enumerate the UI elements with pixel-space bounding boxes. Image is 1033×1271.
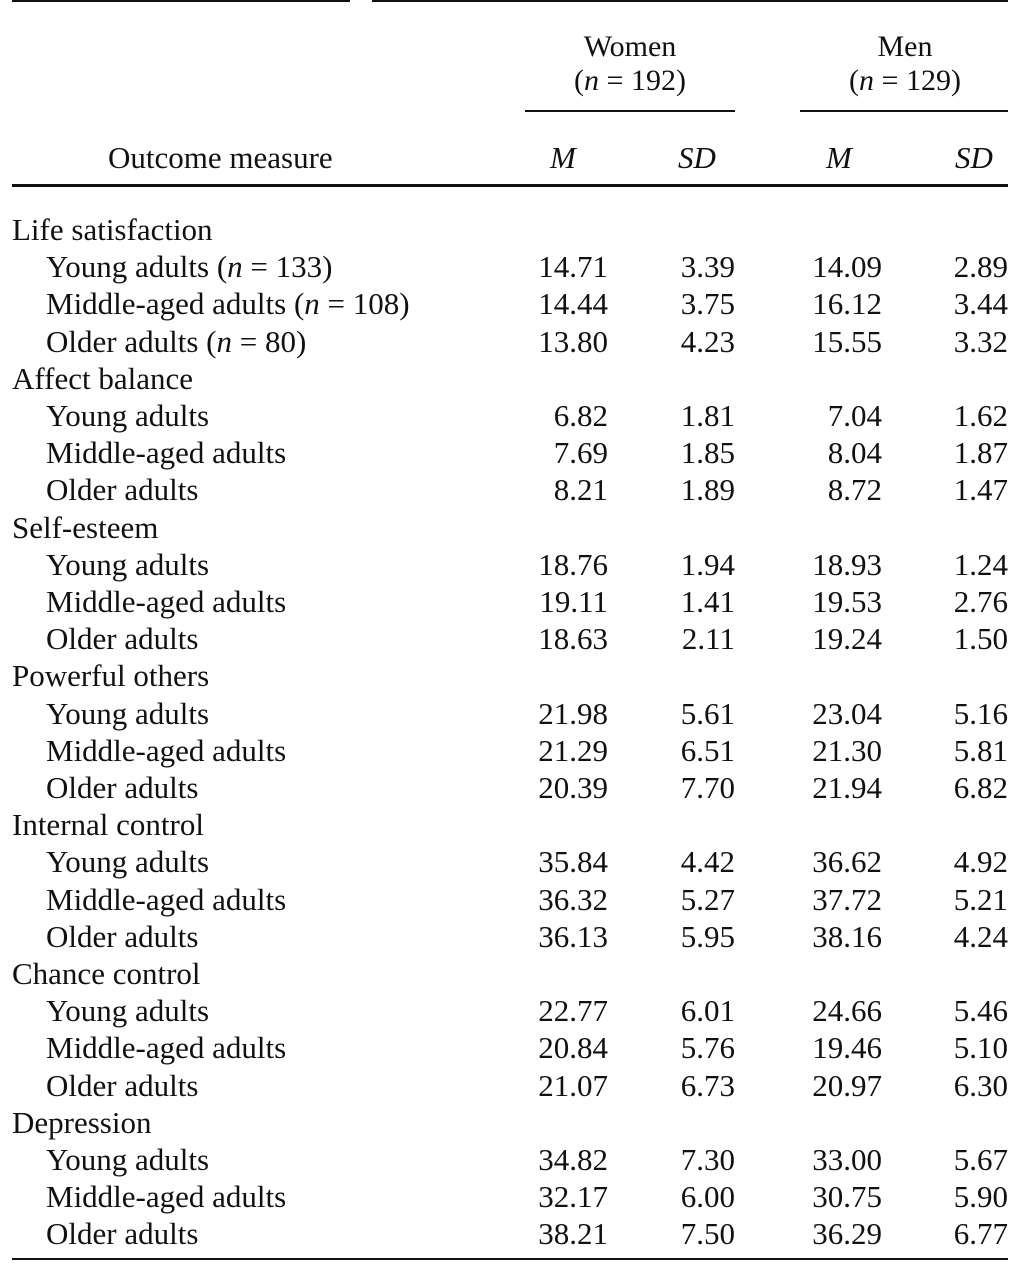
section-title: Self-esteem [12,509,159,545]
header-rule [12,184,1008,187]
cell-men-sd: 1.62 [953,398,1008,433]
cell-women-m: 19.11 [539,584,608,619]
cell-men-m: 19.24 [812,621,882,657]
section-title: Depression [12,1104,152,1140]
col-header-men-sd: SD [955,140,993,175]
cell-women-m: 18.63 [538,621,608,657]
row-label: Older adults [46,1216,199,1252]
row-label: Middle-aged adults [46,435,287,471]
cell-men-m: 19.46 [812,1030,882,1066]
cell-women-sd: 1.81 [680,398,735,433]
row-label: Older adults [46,1067,199,1103]
cell-men-sd: 6.82 [953,770,1008,805]
cell-women-sd: 5.61 [680,695,735,731]
cell-men-m: 37.72 [812,881,882,917]
cell-men-m: 24.66 [812,993,882,1029]
cell-men-sd: 5.81 [953,732,1008,768]
cell-women-sd: 3.39 [680,249,735,285]
cell-women-m: 36.32 [538,881,608,917]
cell-men-m: 19.53 [812,584,882,619]
cell-men-sd: 3.44 [953,286,1008,322]
cell-women-sd: 3.75 [680,286,735,322]
cell-men-m: 8.72 [827,472,882,508]
cell-women-m: 21.07 [538,1067,608,1103]
top-rule-right [372,0,1008,2]
cell-women-sd: 7.70 [680,770,735,805]
row-label: Middle-aged adults [46,1179,287,1215]
cell-men-sd: 5.67 [953,1142,1008,1177]
col-header-women-m: M [550,140,576,175]
cell-women-sd: 5.95 [680,918,735,954]
cell-men-sd: 1.50 [953,621,1008,657]
row-label: Young adults [46,1142,210,1177]
row-label: Older adults [46,918,199,954]
cell-men-m: 14.09 [812,249,882,285]
cell-men-sd: 4.92 [953,844,1008,880]
cell-men-m: 21.30 [812,732,882,768]
cell-women-sd: 6.00 [680,1179,735,1215]
cell-women-m: 22.77 [538,993,608,1029]
cell-women-sd: 1.85 [680,435,735,471]
cell-men-m: 33.00 [812,1142,882,1177]
cell-women-m: 8.21 [553,472,608,508]
cell-women-m: 20.39 [538,770,608,805]
row-label: Middle-aged adults (n = 108) [46,286,410,322]
cell-men-sd: 6.77 [953,1216,1008,1252]
spanner-rule-men [800,110,1008,112]
cell-women-sd: 1.89 [680,472,735,508]
cell-women-sd: 6.73 [680,1067,735,1103]
cell-men-sd: 3.32 [953,323,1008,359]
section-title: Chance control [12,956,201,991]
row-label: Young adults [46,993,210,1029]
cell-men-sd: 5.46 [953,993,1008,1029]
cell-women-m: 14.44 [538,286,608,322]
group-n-men: (n = 129) [849,64,961,97]
cell-men-sd: 1.24 [953,546,1008,582]
row-label: Middle-aged adults [46,1030,287,1066]
cell-men-sd: 5.10 [953,1030,1008,1066]
cell-men-sd: 5.16 [953,695,1008,731]
row-label: Older adults (n = 80) [46,323,307,359]
cell-women-sd: 6.51 [680,732,735,768]
cell-women-sd: 7.50 [680,1216,735,1252]
cell-women-m: 13.80 [538,323,608,359]
cell-women-m: 21.29 [538,732,608,768]
row-label: Middle-aged adults [46,732,287,768]
cell-men-sd: 1.47 [953,472,1008,508]
row-label: Young adults [46,695,210,731]
row-label: Young adults [46,844,210,880]
cell-women-sd: 5.76 [680,1030,735,1066]
cell-men-m: 8.04 [827,435,882,471]
cell-women-m: 36.13 [538,918,608,954]
section-title: Powerful others [12,658,210,694]
col-header-men-m: M [826,140,852,175]
stub-header: Outcome measure [108,140,333,175]
cell-women-m: 21.98 [538,695,608,731]
cell-men-sd: 4.24 [953,918,1008,954]
cell-women-sd: 2.11 [681,621,735,657]
row-label: Young adults (n = 133) [46,249,333,285]
cell-men-sd: 2.89 [953,249,1008,285]
row-label: Young adults [46,546,210,582]
cell-women-m: 35.84 [538,844,608,880]
cell-women-m: 18.76 [538,546,608,582]
cell-women-m: 14.71 [538,249,608,285]
row-label: Older adults [46,770,199,805]
cell-men-sd: 1.87 [953,435,1008,471]
cell-men-sd: 5.21 [953,881,1008,917]
cell-women-sd: 4.42 [680,844,735,880]
row-label: Middle-aged adults [46,881,287,917]
spanner-rule-women [525,110,735,112]
cell-men-sd: 2.76 [953,584,1008,619]
group-head-men [775,30,1033,98]
group-n-women: (n = 192) [574,64,686,97]
cell-men-m: 20.97 [812,1067,882,1103]
cell-women-sd: 7.30 [680,1142,735,1177]
cell-women-m: 34.82 [538,1142,608,1177]
cell-women-sd: 5.27 [680,881,735,917]
section-title: Internal control [12,807,204,843]
row-label: Middle-aged adults [46,584,287,619]
cell-men-m: 30.75 [812,1179,882,1215]
cell-men-m: 16.12 [812,286,882,322]
cell-men-m: 38.16 [812,918,882,954]
cell-women-m: 20.84 [538,1030,608,1066]
cell-women-m: 6.82 [553,398,608,433]
cell-men-m: 18.93 [812,546,882,582]
row-label: Older adults [46,621,199,657]
section-title: Affect balance [12,360,194,396]
col-header-women-sd: SD [678,140,716,175]
row-label: Young adults [46,398,210,433]
group-head-women [500,30,760,98]
cell-men-m: 15.55 [812,323,882,359]
row-label: Older adults [46,472,199,508]
cell-women-sd: 6.01 [680,993,735,1029]
cell-men-m: 36.29 [812,1216,882,1252]
cell-women-sd: 1.41 [680,584,735,619]
bottom-rule [12,1258,1008,1260]
cell-women-m: 7.69 [553,435,608,471]
cell-men-m: 21.94 [812,770,882,805]
section-title: Life satisfaction [12,212,213,247]
cell-women-m: 38.21 [538,1216,608,1252]
cell-men-sd: 5.90 [953,1179,1008,1215]
cell-women-sd: 1.94 [680,546,735,582]
cell-men-m: 23.04 [812,695,882,731]
cell-women-sd: 4.23 [680,323,735,359]
top-rule-left [12,0,350,2]
group-title-men: Men [877,30,933,63]
group-title-women: Women [583,30,677,63]
cell-men-m: 7.04 [827,398,882,433]
cell-men-sd: 6.30 [953,1067,1008,1103]
cell-women-m: 32.17 [538,1179,608,1215]
cell-men-m: 36.62 [812,844,882,880]
